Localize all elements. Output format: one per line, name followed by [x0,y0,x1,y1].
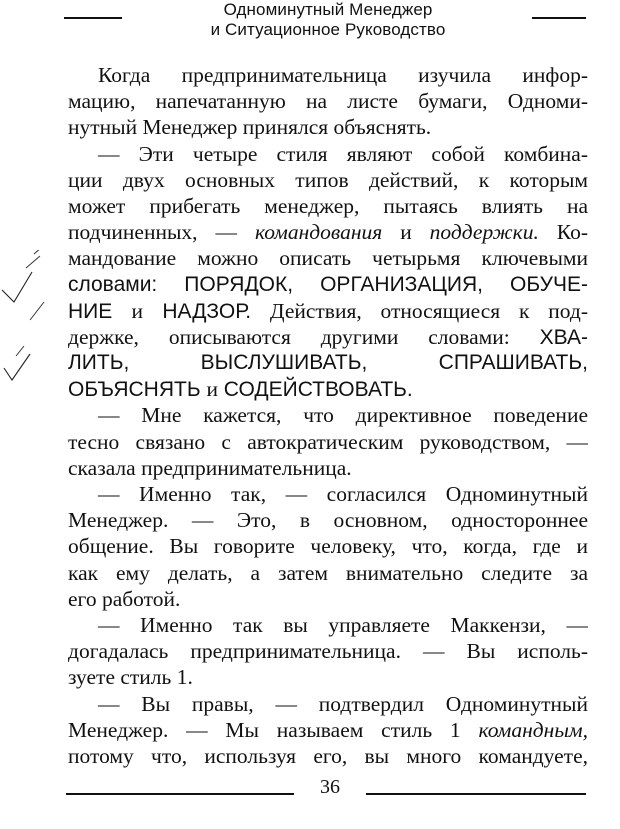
text-line: держке, описываются другими словами: ХВА- [68,324,588,349]
header-title-line-2: и Ситуационное Руководство [210,20,446,39]
header-rule-left [64,17,122,19]
running-header [0,0,620,50]
text-line: Менеджер. — Это, в основном, одностороннее [68,508,588,533]
text-line: его работой. [68,586,181,611]
text-line: ЛИТЬ, ВЫСЛУШИВАТЬ, СПРАШИВАТЬ, [68,351,588,375]
footer-rule-left [66,793,294,795]
text-line: Когда предпринимательница изучила инфор- [98,63,588,87]
text-line: — Эти четыре стиля являют собой комбина- [98,141,588,166]
text-line: как ему делать, а затем внимательно следите за [68,560,588,585]
text-line: словами: ПОРЯДОК, ОРГАНИЗАЦИЯ, ОБУЧЕ- [68,272,588,296]
handwritten-margin-marks [0,250,70,400]
text-line: — Вы правы, — подтвердил Одноминутный [98,691,588,716]
text-line: тесно связано с автократическим руководством, — [68,429,588,454]
text-line: может прибегать менеджер, пытаясь влиять на [68,193,588,218]
text-line: подчиненных, — командования и поддержки. Ко- [68,220,588,245]
header-title-line-1: Одноминутный Менеджер [223,0,433,19]
text-line: мандование можно описать четырьмя ключевыми [68,246,588,271]
text-line: ции двух основных типов действий, к которым [68,167,588,192]
italic-term-command: командования [254,220,383,245]
text-line: ОБЪЯСНЯТЬ и СОДЕЙСТВОВАТЬ. [68,377,413,402]
header-rule-right [532,17,586,19]
page-footer [0,770,620,810]
text-line: — Мне кажется, что директивное поведение [98,403,588,428]
text-line: — Именно так вы управляете Маккензи, — [98,612,588,637]
footer-rule-right [366,793,586,795]
text-line: мацию, напечатанную на листе бумаги, Одноми- [68,89,588,114]
page-number: 36 [320,776,340,798]
italic-term-directive: командным, [478,717,588,742]
text-line: потому что, используя его, вы много командуете, [68,743,588,768]
text-line: сказала предпринимательница. [68,455,352,480]
italic-term-support: поддержки. [429,220,539,245]
body-text [68,62,588,769]
text-line: общение. Вы говорите человеку, что, когда, где и [68,534,588,559]
text-line: зуете стиль 1. [68,665,193,690]
text-line: — Именно так, — согласился Одноминутный [98,482,588,506]
text-line: нутный Менеджер принялся объяснять. [68,115,432,140]
text-line: Менеджер. — Мы называем стиль 1 командным, [68,717,588,742]
text-line: догадалась предпринимательница. — Вы исполь- [68,639,588,664]
text-line: НИЕ и НАДЗОР. Действия, относящиеся к под- [68,298,588,323]
